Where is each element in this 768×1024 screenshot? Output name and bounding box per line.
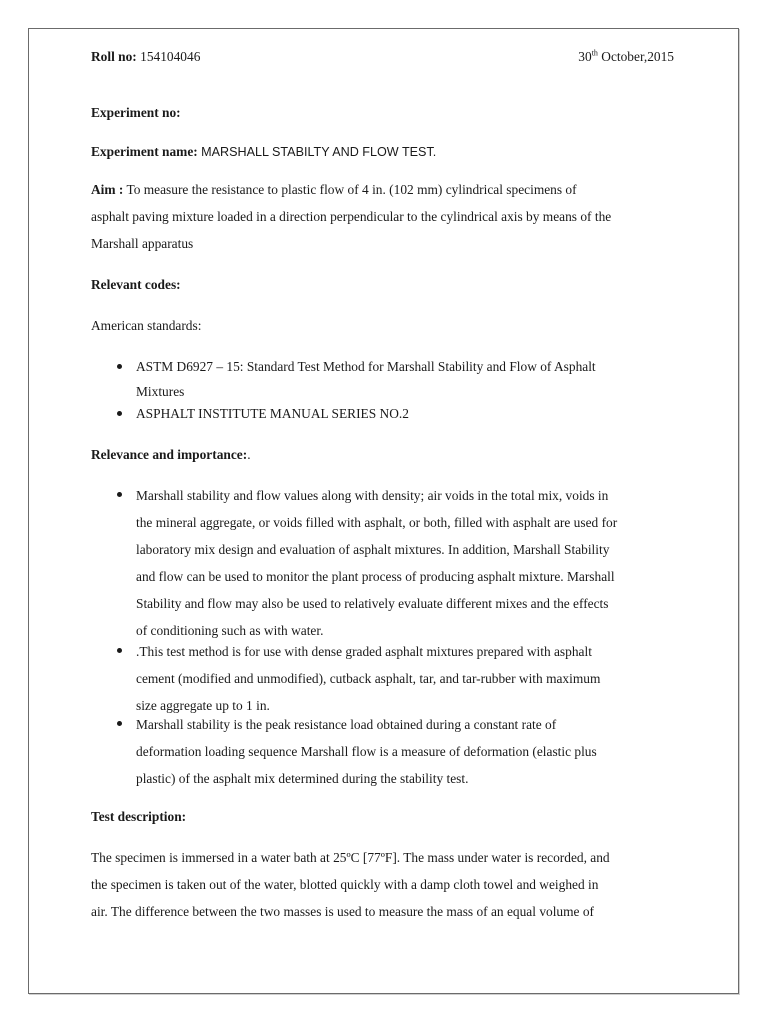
test-description-heading: Test description: (91, 809, 187, 824)
relevance-item (136, 638, 600, 719)
relevance-line: laboratory mix design and evaluation of asphalt mixtures. In addition, Marshall Stability (136, 542, 610, 557)
code-item-line: ASPHALT INSTITUTE MANUAL SERIES NO.2 (136, 406, 409, 421)
bullet-icon (117, 721, 122, 726)
relevance-line: size aggregate up to 1 in. (136, 698, 270, 713)
relevance-line: and flow can be used to monitor the plant process of producing asphalt mixture. Marshall (136, 569, 615, 584)
experiment-name (91, 144, 436, 160)
code-item-line: ASTM D6927 – 15: Standard Test Method for Marshall Stability and Flow of Asphalt (136, 359, 596, 374)
codes-subheading: American standards: (91, 318, 202, 333)
relevance-heading-suffix: . (247, 447, 251, 462)
document-page (28, 28, 739, 994)
relevance-line: of conditioning such as with water. (136, 623, 324, 638)
code-item-line: Mixtures (136, 384, 185, 399)
roll-value: 154104046 (140, 49, 201, 64)
aim-line-1: To measure the resistance to plastic flow of 4 in. (102 mm) cylindrical specimens of (126, 182, 577, 197)
relevance-line: .This test method is for use with dense graded asphalt mixtures prepared with asphalt (136, 644, 592, 659)
aim-line-3: Marshall apparatus (91, 236, 194, 251)
test-description-line: the specimen is taken out of the water, blotted quickly with a damp cloth towel and weighed in (91, 877, 599, 892)
relevance-line: Marshall stability is the peak resistance load obtained during a constant rate of (136, 717, 557, 732)
roll-number (91, 49, 200, 65)
relevance-item (136, 711, 597, 792)
date-day: 30 (578, 49, 592, 64)
experiment-name-label: Experiment name: (91, 144, 198, 159)
date-ordinal: th (591, 48, 598, 58)
bullet-icon (117, 648, 122, 653)
roll-label: Roll no: (91, 49, 137, 64)
aim-paragraph (91, 176, 711, 257)
bullet-icon (117, 492, 122, 497)
aim-label: Aim : (91, 182, 124, 197)
test-description-line: air. The difference between the two masses is used to measure the mass of an equal volume of (91, 904, 594, 919)
relevance-line: deformation loading sequence Marshall flow is a measure of deformation (elastic plus (136, 744, 597, 759)
relevance-heading (91, 447, 251, 463)
code-item (136, 354, 596, 404)
experiment-name-value: MARSHALL STABILTY AND FLOW TEST. (201, 145, 437, 159)
relevance-item (136, 482, 617, 644)
date-rest: October,2015 (597, 49, 674, 64)
bullet-icon (117, 364, 122, 369)
document-date (578, 49, 674, 65)
codes-heading: Relevant codes: (91, 277, 181, 292)
relevance-line: the mineral aggregate, or voids filled with asphalt, or both, filled with asphalt are used for (136, 515, 618, 530)
test-description-paragraph (91, 844, 610, 925)
code-item (136, 401, 409, 426)
relevance-line: plastic) of the asphalt mix determined during the stability test. (136, 771, 469, 786)
aim-line-2: asphalt paving mixture loaded in a direction perpendicular to the cylindrical axis by means of the (91, 209, 612, 224)
bullet-icon (117, 411, 122, 416)
test-description-line: The specimen is immersed in a water bath at 25ºC [77ºF]. The mass under water is recorded, and (91, 850, 610, 865)
experiment-no-label: Experiment no: (91, 105, 181, 120)
relevance-line: Marshall stability and flow values along with density; air voids in the total mix, voids in (136, 488, 609, 503)
relevance-line: Stability and flow may also be used to relatively evaluate different mixes and the effects (136, 596, 609, 611)
relevance-heading-text: Relevance and importance: (91, 447, 248, 462)
relevance-line: cement (modified and unmodified), cutback asphalt, tar, and tar-rubber with maximum (136, 671, 601, 686)
